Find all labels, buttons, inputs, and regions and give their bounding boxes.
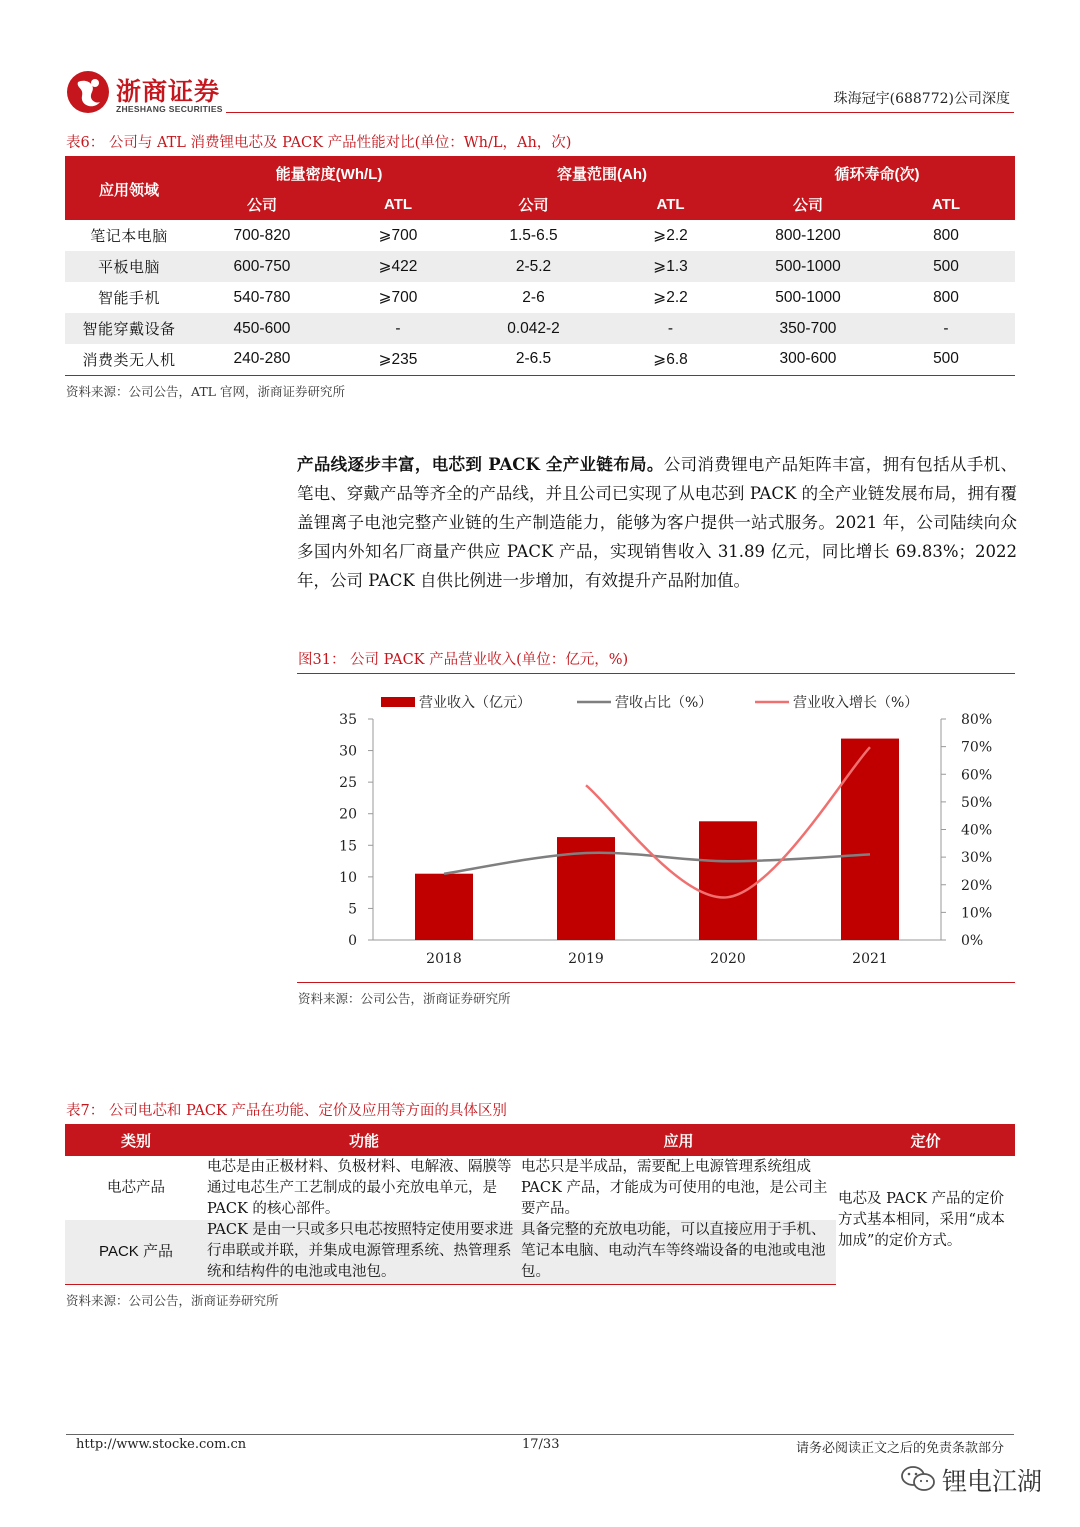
table-row	[65, 1156, 1015, 1220]
chart-bottom-rule	[297, 982, 1015, 983]
revenue-chart	[297, 673, 1015, 983]
table-cell: ⩾235	[331, 344, 465, 375]
table-cell: 平板电脑	[65, 251, 193, 282]
y-right-tick-label: 0%	[961, 933, 984, 949]
table-cell: -	[331, 313, 465, 344]
table-cell: 电芯是由正极材料、负极材料、电解液、隔膜等通过电芯生产工艺制成的最小充放电单元，是 PACK 的核心部件。	[207, 1158, 512, 1217]
legend-swatch-bar	[381, 697, 415, 707]
table-cell: 600-750	[193, 251, 331, 282]
table6-header-group: 循环寿命(次)	[739, 156, 1015, 189]
y-right-tick-label: 60%	[961, 767, 993, 784]
x-tick-label: 2018	[426, 951, 462, 967]
table-row	[65, 282, 1015, 313]
table-cell: 500-1000	[739, 251, 877, 282]
y-left-tick-label: 5	[348, 901, 357, 918]
legend-label: 营业收入（亿元）	[419, 695, 531, 711]
table7-source: 资料来源：公司公告，浙商证券研究所	[66, 1293, 279, 1308]
header-divider	[226, 112, 1014, 113]
table-cell: 智能穿戴设备	[65, 313, 193, 344]
table6-subheader: 公司	[739, 189, 877, 220]
legend-label: 营收占比（%）	[615, 695, 713, 711]
table-cell: 800	[933, 288, 959, 306]
y-right-tick-label: 20%	[961, 877, 993, 894]
logo-text-cn: 浙商证券	[116, 77, 221, 106]
table-cell: ⩾2.2	[653, 289, 688, 306]
table-cell: 笔记本电脑	[90, 227, 168, 245]
table7-header: 定价	[836, 1124, 1015, 1156]
table-cell: 540-780	[233, 288, 291, 306]
table-cell: -	[602, 313, 739, 344]
bar-revenue	[699, 821, 757, 940]
y-right-tick-label: 40%	[961, 822, 993, 839]
x-tick-label: 2019	[568, 951, 604, 967]
bar-revenue	[841, 739, 899, 940]
table7	[65, 1124, 1015, 1285]
table-row	[65, 251, 1015, 282]
table-cell: 2-6.5	[465, 344, 602, 375]
table-cell: PACK 是由一只或多只电芯按照特定使用要求进行串联或并联，并集成电源管理系统、热管理系统和结构件的电池或电池包。	[207, 1220, 521, 1284]
table-cell: ⩾700	[378, 227, 418, 244]
y-right-tick-label: 30%	[961, 850, 993, 867]
document-title: 珠海冠宇(688772)公司深度	[833, 91, 1010, 107]
y-left-tick-label: 25	[339, 775, 357, 792]
company-logo	[66, 70, 226, 116]
y-left-tick-label: 30	[339, 743, 357, 760]
table6-header-group: 容量范围(Ah)	[465, 156, 739, 189]
table-row	[65, 344, 1015, 375]
table7-header: 应用	[521, 1124, 836, 1156]
table-cell: 450-600	[193, 313, 331, 344]
table6-caption: 表6： 公司与 ATL 消费锂电芯及 PACK 产品性能对比(单位：Wh/L，Ah，次)	[66, 135, 572, 151]
table-cell: 800-1200	[775, 226, 841, 244]
table6-header-group: 能量密度(Wh/L)	[193, 156, 465, 189]
table7-caption: 表7： 公司电芯和 PACK 产品在功能、定价及应用等方面的具体区别	[66, 1103, 507, 1119]
table-row	[65, 313, 1015, 344]
table6-subheader: 公司	[193, 189, 331, 220]
table-cell: 500	[877, 344, 1015, 375]
table-cell: 500	[877, 251, 1015, 282]
table-cell: 350-700	[739, 313, 877, 344]
table-cell-price: 电芯及 PACK 产品的定价方式基本相同，采用“成本加成”的定价方式。	[838, 1190, 1005, 1249]
footer-disclaimer: 请务必阅读正文之后的免责条款部分	[795, 1441, 1004, 1456]
table6-header-app: 应用领域	[65, 156, 193, 220]
table-cell: 500-1000	[775, 288, 841, 306]
zheshang-logo-icon	[66, 70, 110, 114]
y-left-tick-label: 0	[348, 933, 357, 949]
y-right-tick-label: 10%	[961, 905, 993, 922]
table6-source: 资料来源：公司公告，ATL 官网，浙商证券研究所	[66, 384, 345, 399]
table-cell: -	[877, 313, 1015, 344]
table7-header: 功能	[207, 1124, 521, 1156]
y-left-tick-label: 15	[339, 838, 357, 855]
body-paragraph	[297, 450, 1017, 595]
x-tick-label: 2020	[710, 951, 746, 967]
table6-subheader: ATL	[602, 189, 739, 220]
figure31-source: 资料来源：公司公告，浙商证券研究所	[298, 991, 511, 1006]
paragraph-lead: 产品线逐步丰富，电芯到 PACK 全产业链布局。	[297, 455, 664, 474]
table-cell: ⩾700	[378, 289, 418, 306]
table-cell: 具备完整的充放电功能，可以直接应用于手机、笔记本电脑、电动汽车等终端设备的电池或电池包。	[521, 1220, 836, 1284]
table6-subheader: ATL	[877, 189, 1015, 220]
table7-header: 类别	[65, 1124, 207, 1156]
table6-subheader: 公司	[465, 189, 602, 220]
watermark	[900, 1462, 1060, 1498]
table-cell: 电芯只是半成品，需要配上电源管理系统组成 PACK 产品，才能成为可使用的电池，是公司主要产品。	[521, 1158, 828, 1217]
x-tick-label: 2021	[852, 951, 888, 967]
footer-divider	[66, 1434, 1014, 1435]
page-number: 17/33	[522, 1437, 560, 1452]
table-cell: 2-5.2	[465, 251, 602, 282]
line-share	[444, 853, 870, 874]
legend-label: 营业收入增长（%）	[793, 695, 919, 711]
y-right-tick-label: 80%	[961, 712, 993, 728]
figure31-caption: 图31： 公司 PACK 产品营业收入(单位：亿元，%)	[298, 652, 629, 668]
table-cell: 0.042-2	[465, 313, 602, 344]
y-right-tick-label: 50%	[961, 794, 993, 811]
table-cell: ⩾6.8	[602, 344, 739, 375]
table-cell: 700-820	[233, 226, 291, 244]
table-cell: ⩾422	[331, 251, 465, 282]
watermark-text: 锂电江湖	[942, 1467, 1043, 1496]
table-cell: 2-6	[522, 288, 545, 306]
y-left-tick-label: 35	[339, 712, 357, 728]
table-cell: 1.5-6.5	[509, 226, 558, 244]
table-cell: 电芯产品	[107, 1179, 165, 1196]
logo-text-en: ZHESHANG SECURITIES	[116, 104, 223, 114]
wechat-icon	[900, 1464, 936, 1494]
table-cell: 消费类无人机	[65, 344, 193, 375]
y-right-tick-label: 70%	[961, 739, 993, 756]
table-cell: 800	[933, 226, 959, 244]
y-left-tick-label: 20	[339, 806, 357, 823]
bar-revenue	[415, 874, 473, 940]
table-cell: 300-600	[739, 344, 877, 375]
table-cell: ⩾1.3	[602, 251, 739, 282]
paragraph-body: 公司消费锂电产品矩阵丰富，拥有包括从手机、笔电、穿戴产品等齐全的产品线，并且公司已实现了从电芯到 PACK 的全产业链发展布局，拥有覆盖锂离子电池完整产业链的生产制造能力，能够为客户提供一站式服务。2021 年，公司陆续向众多国内外知名厂商量产供应 PACK 产品，实现销售收入 31.89 亿元，同比增长 69.83%；2022 年，公司 PACK 自供比例进一步增加，有效提升产品附加值。	[297, 455, 1017, 590]
table6	[65, 156, 1015, 376]
table-cell: 智能手机	[97, 289, 160, 307]
table-cell: PACK 产品	[65, 1220, 207, 1284]
table-row	[65, 220, 1015, 251]
footer-url[interactable]: http://www.stocke.com.cn	[76, 1437, 247, 1452]
table-cell: 240-280	[193, 344, 331, 375]
y-left-tick-label: 10	[339, 869, 357, 886]
table6-subheader: ATL	[331, 189, 465, 220]
table-cell: ⩾2.2	[653, 227, 688, 244]
